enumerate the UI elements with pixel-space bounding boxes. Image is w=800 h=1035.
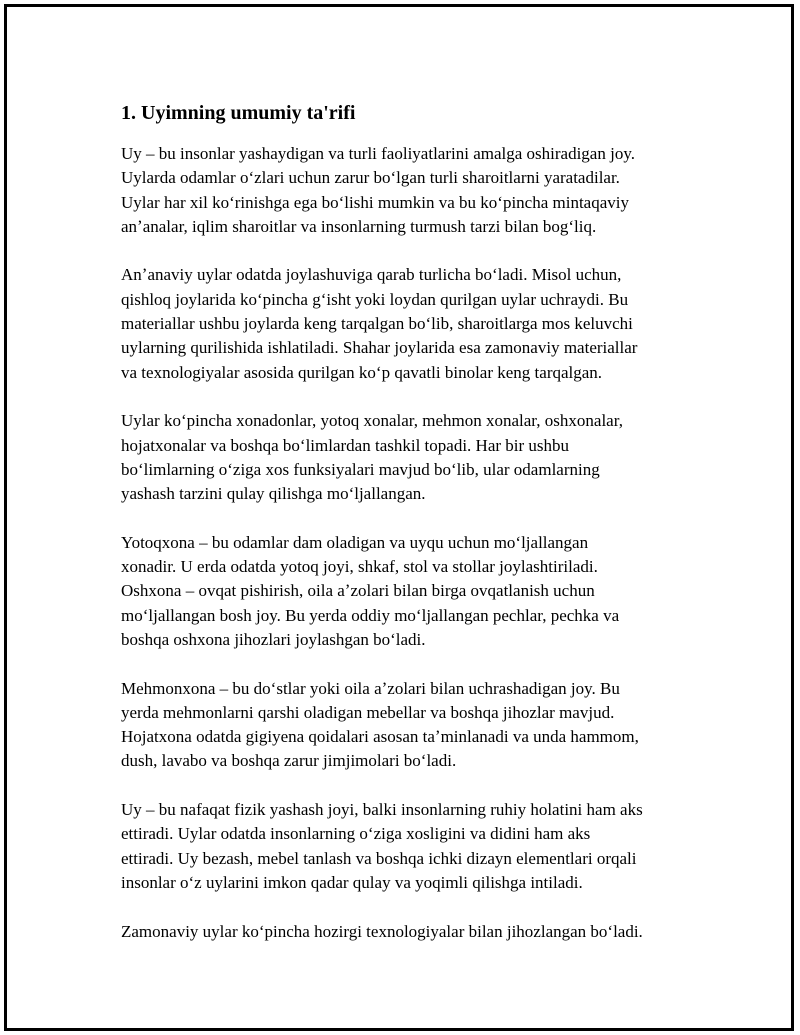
paragraph-4: [121, 531, 711, 652]
text-line: Yotoqxona – bu odamlar dam oladigan va uyqu uchun moʻljallangan: [121, 532, 589, 552]
text-line: insonlar oʻz uylarini imkon qadar qulay va yoqimli qilishga intiladi.: [121, 872, 583, 892]
document-body: [121, 95, 711, 968]
text-line: Zamonaviy uylar koʻpincha hozirgi texnologiyalar bilan jihozlangan boʻladi.: [121, 921, 643, 941]
page-frame: [4, 4, 794, 1031]
paragraph-2: [121, 263, 711, 384]
text-line: Anʼanaviy uylar odatda joylashuviga qarab turlicha boʻladi. Misol uchun,: [121, 265, 622, 285]
text-line: Uylar har xil koʻrinishga ega boʻlishi mumkin va bu koʻpincha mintaqaviy: [121, 192, 629, 212]
text-line: uylarning qurilishida ishlatiladi. Shahar joylarida esa zamonaviy materiallar: [121, 338, 638, 358]
page-title: 1. Uyimning umumiy ta'rifi: [121, 102, 356, 124]
text-line: Uylar koʻpincha xonadonlar, yotoq xonalar, mehmon xonalar, oshxonalar,: [121, 411, 623, 431]
text-line: ettiradi. Uy bezash, mebel tanlash va boshqa ichki dizayn elementlari orqali: [121, 848, 637, 868]
text-line: Mehmonxona – bu doʻstlar yoki oila aʼzolari bilan uchrashadigan joy. Bu: [121, 678, 620, 698]
text-line: xonadir. U erda odatda yotoq joyi, shkaf, stol va stollar joylashtiriladi.: [121, 557, 598, 577]
paragraph-7: [121, 920, 711, 944]
paragraph-1: [121, 142, 711, 239]
text-line: Uy – bu insonlar yashaydigan va turli faoliyatlarini amalga oshiradigan joy.: [121, 144, 635, 163]
text-line: ettiradi. Uylar odatda insonlarning oʻziga xosligini va didini ham aks: [121, 824, 591, 844]
text-line: boʻlimlarning oʻziga xos funksiyalari mavjud boʻlib, ular odamlarning: [121, 459, 600, 479]
text-line: Hojatxona odatda gigiyena qoidalari asosan taʼminlanadi va unda hammom,: [121, 727, 639, 747]
text-line: hojatxonalar va boshqa boʻlimlardan tashkil topadi. Har bir ushbu: [121, 435, 570, 455]
text-line: boshqa oshxona jihozlari joylashgan boʻladi.: [121, 629, 426, 649]
text-line: yashash tarzini qulay qilishga moʻljallangan.: [121, 484, 426, 504]
text-line: moʻljallangan bosh joy. Bu yerda oddiy moʻljallangan pechlar, pechka va: [121, 605, 620, 625]
paragraph-3: [121, 409, 711, 506]
text-line: yerda mehmonlarni qarshi oladigan mebellar va boshqa jihozlar mavjud.: [121, 702, 615, 722]
text-line: Uy – bu nafaqat fizik yashash joyi, balki insonlarning ruhiy holatini ham aks: [121, 800, 643, 820]
text-line: qishloq joylarida koʻpincha gʻisht yoki loydan qurilgan uylar uchraydi. Bu: [121, 289, 629, 309]
text-line: anʼanalar, iqlim sharoitlar va insonlarning turmush tarzi bilan bogʻliq.: [121, 216, 597, 236]
text-line: materiallar ushbu joylarda keng tarqalgan boʻlib, sharoitlarga mos keluvchi: [121, 314, 633, 334]
text-line: va texnologiyalar asosida qurilgan koʻp qavatli binolar keng tarqalgan.: [121, 362, 603, 382]
paragraph-6: [121, 798, 711, 895]
text-line: dush, lavabo va boshqa zarur jimjimolari boʻladi.: [121, 751, 457, 771]
text-line: Uylarda odamlar oʻzlari uchun zarur boʻlgan turli sharoitlarni yaratadilar.: [121, 168, 620, 188]
text-line: Oshxona – ovqat pishirish, oila aʼzolari bilan birga ovqatlanish uchun: [121, 581, 595, 601]
paragraph-5: [121, 677, 711, 774]
